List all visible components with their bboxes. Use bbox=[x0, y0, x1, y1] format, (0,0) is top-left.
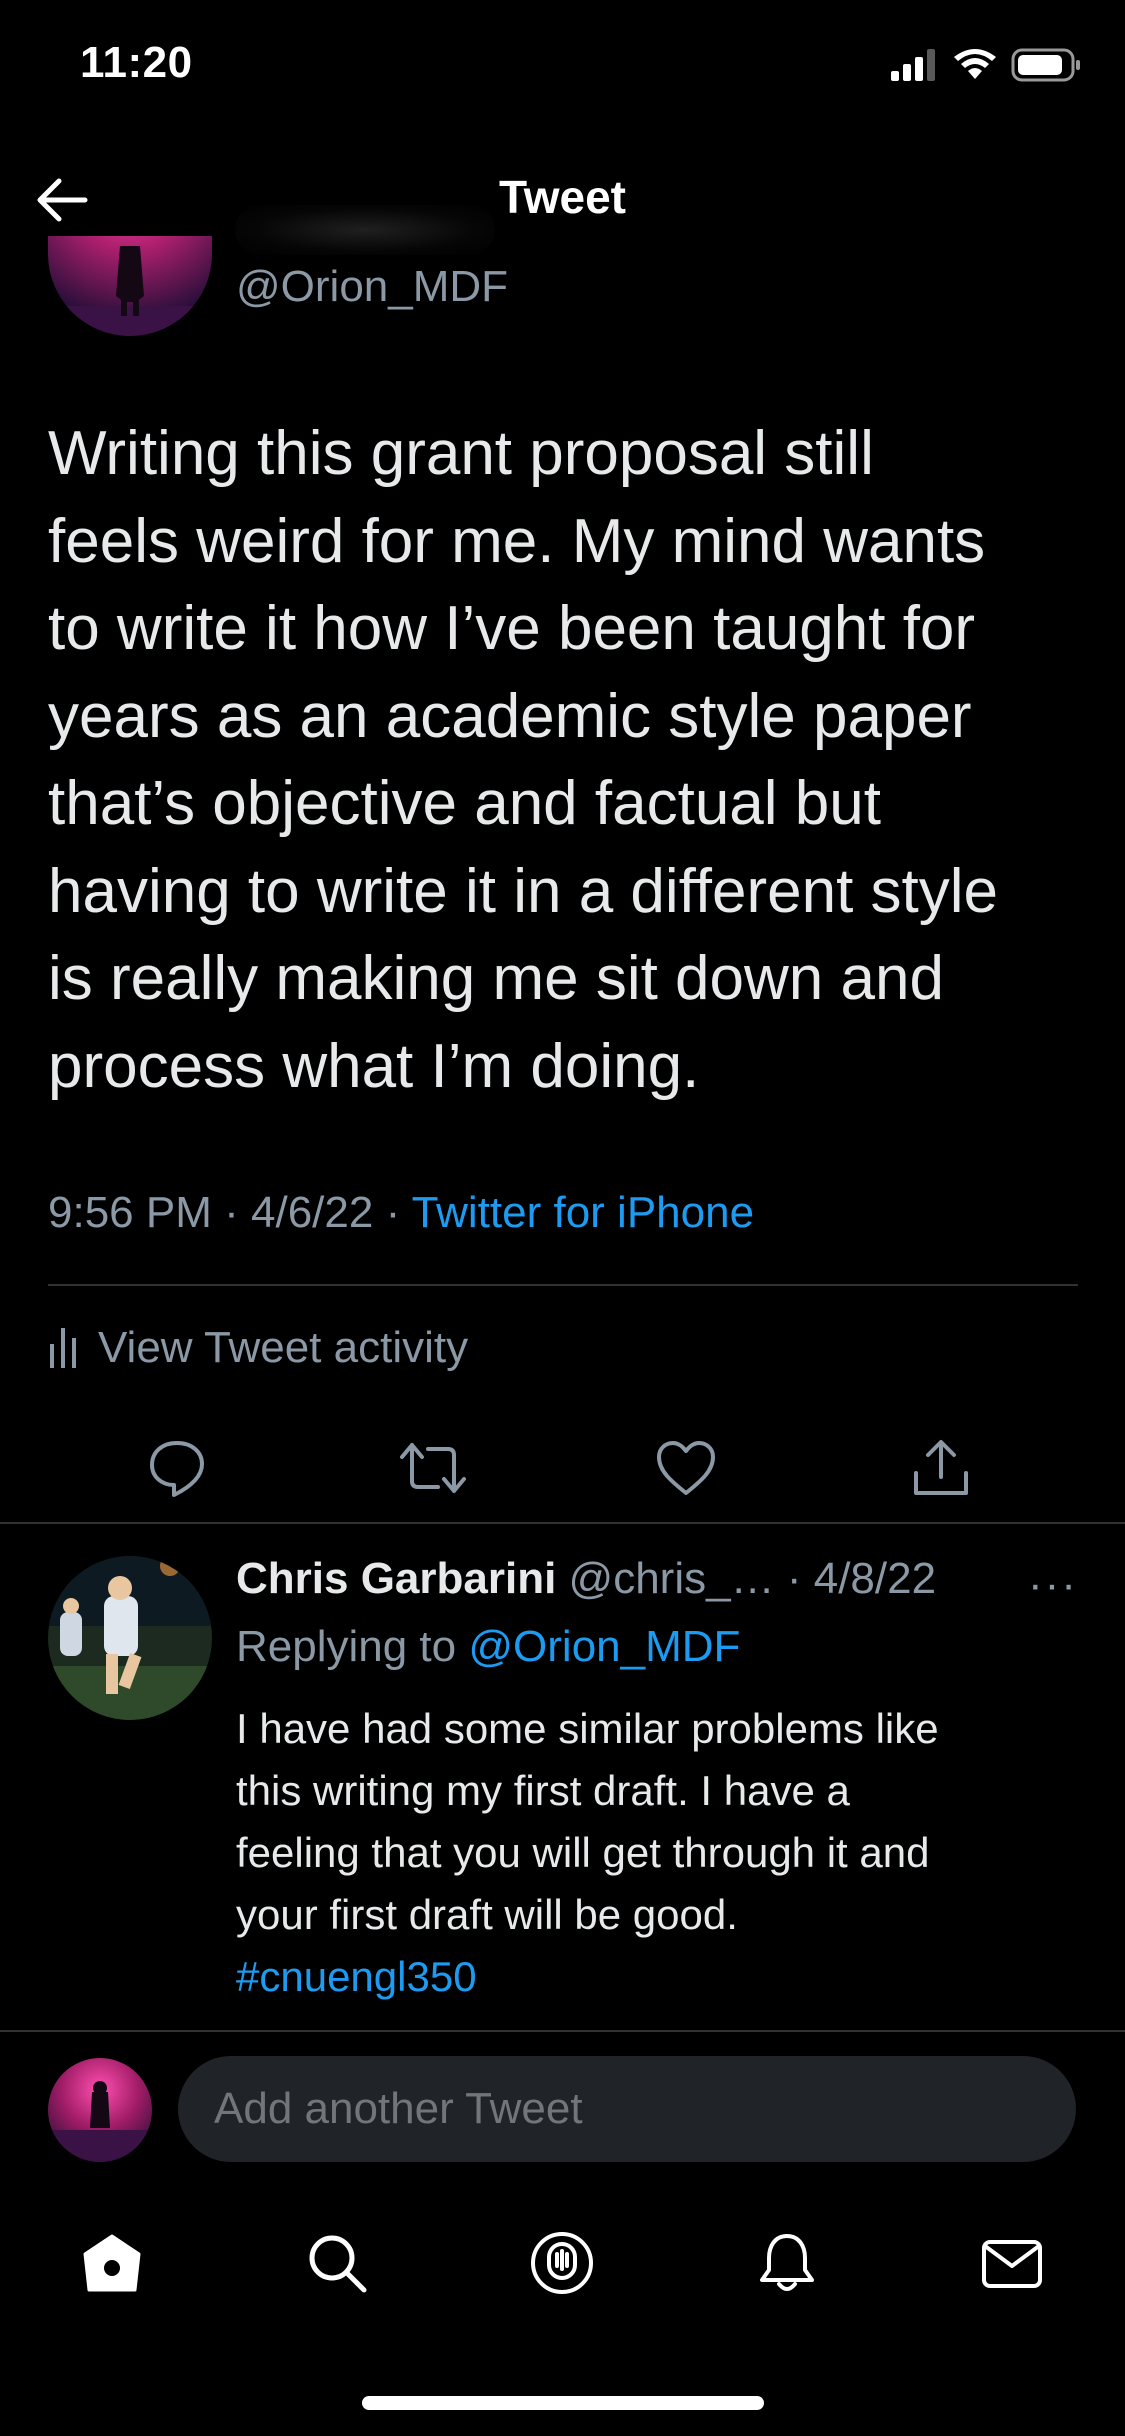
tweet-text-line: feels weird for me. My mind wants bbox=[48, 506, 986, 576]
page-title: Tweet bbox=[499, 171, 626, 223]
author-name-blurred bbox=[235, 205, 495, 255]
reply-author-name[interactable]: Chris Garbarini bbox=[236, 1554, 557, 1603]
tab-spaces[interactable] bbox=[517, 2218, 607, 2308]
hashtag-link[interactable]: #cnuengl350 bbox=[236, 1953, 477, 2000]
activity-bars-icon bbox=[48, 1326, 78, 1370]
view-tweet-activity-button[interactable] bbox=[48, 1318, 468, 1378]
retweet-icon bbox=[398, 1437, 468, 1499]
cellular-signal-icon bbox=[891, 49, 939, 81]
reply-header: Chris Garbarini @chris_… · 4/8/22 bbox=[236, 1554, 937, 1603]
reply-text bbox=[236, 1698, 1086, 2008]
reply-button[interactable] bbox=[137, 1428, 217, 1508]
replying-to bbox=[236, 1622, 740, 1672]
spaces-icon bbox=[527, 2228, 597, 2298]
share-button[interactable] bbox=[901, 1428, 981, 1508]
tweet-text-line: years as an academic style paper bbox=[48, 681, 972, 751]
retweet-button[interactable] bbox=[393, 1428, 473, 1508]
wifi-icon bbox=[953, 49, 997, 81]
tab-messages[interactable] bbox=[967, 2218, 1057, 2308]
reply-text-line: this writing my first draft. I have a bbox=[236, 1767, 850, 1814]
tweet-text-line: is really making me sit down and bbox=[48, 944, 944, 1013]
activity-label: View Tweet activity bbox=[98, 1323, 469, 1372]
tweet-time: 9:56 PM bbox=[48, 1188, 212, 1237]
mail-icon bbox=[979, 2230, 1045, 2296]
tweet-text-line: to write it how I’ve been taught for bbox=[48, 594, 976, 663]
heart-icon bbox=[655, 1439, 717, 1497]
divider bbox=[0, 2030, 1125, 2032]
like-button[interactable] bbox=[646, 1428, 726, 1508]
compose-avatar bbox=[48, 2058, 152, 2162]
bell-icon bbox=[754, 2230, 820, 2296]
tab-home[interactable] bbox=[67, 2218, 157, 2308]
status-icons bbox=[891, 48, 1081, 82]
tweet-text-line: Writing this grant proposal still bbox=[48, 419, 874, 488]
author-handle[interactable]: @Orion_MDF bbox=[236, 262, 509, 311]
author-avatar[interactable] bbox=[48, 236, 212, 336]
tab-search[interactable] bbox=[292, 2218, 382, 2308]
tweet-text-line: process what I’m doing. bbox=[48, 1031, 700, 1101]
battery-icon bbox=[1011, 48, 1081, 82]
tweet-text-line: having to write it in a different style bbox=[48, 856, 999, 926]
reply-text-line: feeling that you will get through it and bbox=[236, 1829, 930, 1876]
tab-notifications[interactable] bbox=[742, 2218, 832, 2308]
status-time: 11:20 bbox=[80, 38, 193, 87]
add-tweet-input[interactable] bbox=[178, 2056, 1076, 2162]
divider bbox=[0, 1522, 1125, 1524]
more-options-button[interactable]: ··· bbox=[1028, 1560, 1078, 1609]
divider bbox=[48, 1284, 1078, 1286]
replying-prefix: Replying to bbox=[236, 1622, 457, 1671]
reply-text-line: I have had some similar problems like bbox=[236, 1705, 939, 1752]
reply-date: 4/8/22 bbox=[813, 1554, 937, 1603]
tweet-text bbox=[48, 410, 1088, 1110]
tweet-meta: 9:56 PM · 4/6/22 · Twitter for iPhone bbox=[48, 1188, 755, 1237]
comment-icon bbox=[146, 1437, 208, 1499]
reply-author-avatar[interactable] bbox=[48, 1556, 212, 1720]
home-indicator[interactable] bbox=[362, 2396, 764, 2410]
reply-text-line: your first draft will be good. bbox=[236, 1891, 738, 1938]
share-icon bbox=[910, 1437, 972, 1499]
reply-author-handle[interactable]: @chris_… bbox=[568, 1554, 775, 1603]
tweet-date: 4/6/22 bbox=[251, 1188, 374, 1237]
home-icon bbox=[79, 2230, 145, 2296]
search-icon bbox=[304, 2230, 370, 2296]
replying-mention-link[interactable]: @Orion_MDF bbox=[468, 1622, 741, 1671]
tweet-text-line: that’s objective and factual but bbox=[48, 769, 881, 838]
tweet-source-link[interactable]: Twitter for iPhone bbox=[411, 1188, 755, 1237]
